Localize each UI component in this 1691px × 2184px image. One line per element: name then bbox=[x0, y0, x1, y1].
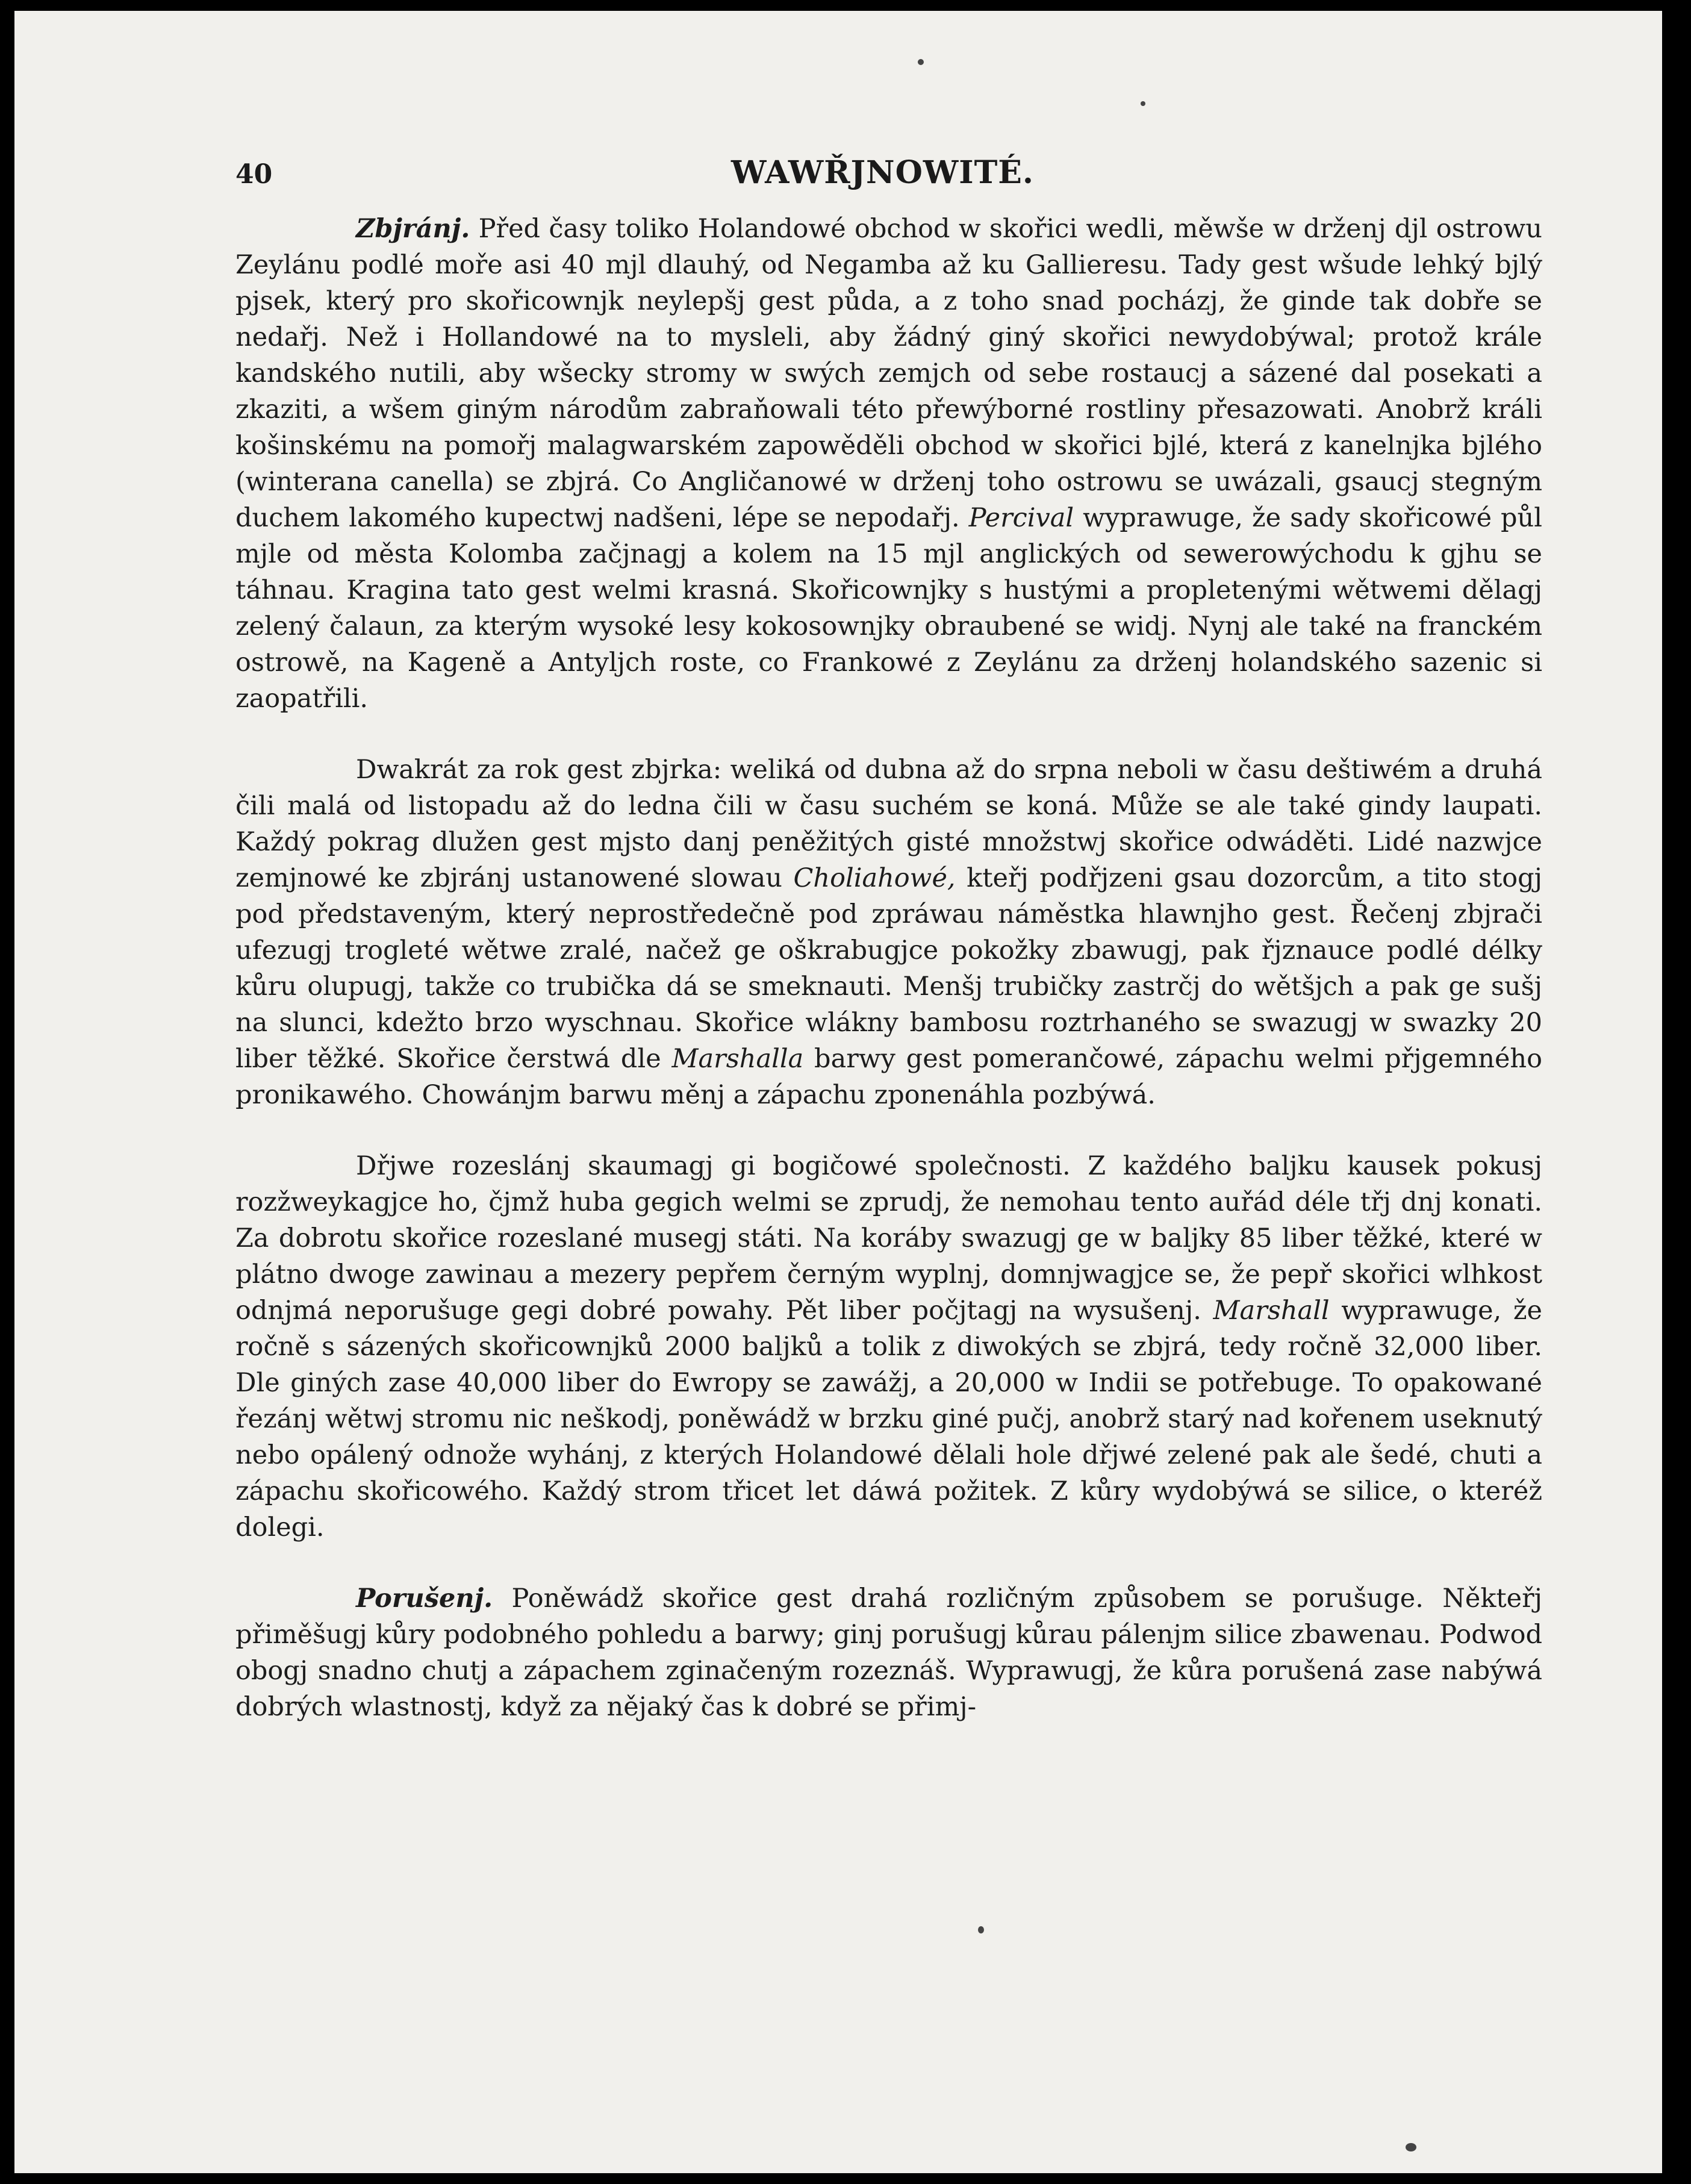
italic-name: Marshall bbox=[1213, 1296, 1330, 1326]
paragraph-twice-a-year bbox=[235, 752, 1542, 1113]
italic-name: Marshalla bbox=[671, 1044, 804, 1074]
paragraph-text: wyprawuge, že ročně s sázených skořicownjků 2000 baljků a tolik z diwokých se zbjrá, tedy ročně 32,000 liber. Dle giných zase 40,000 liber do Ewropy se zawážj, a 20,000 w Indii se potřebuge. To opakowané řezánj wětwj stromu nic neškodj, poněwádž w brzku giné pučj, anobrž starý nad kořenem useknutý nebo opálený odnože wyhánj, z kterých Holandowé dělali hole dřjwé zelené pak ale šedé, chuti a zápachu skořicowého. Každý strom třicet let dáwá požitek. Z kůry wydobýwá se silice, o kteréž dolegi. bbox=[235, 1296, 1542, 1543]
body-text bbox=[235, 211, 1542, 1760]
paragraph-text: Dwakrát za rok gest zbjrka: weliká od dubna až do srpna neboli w času deštiwém a druhá čili malá od listopadu až do ledna čili w času suchém se koná. Může se ale také gindy laupati. Každý pokrag dlužen gest mjsto danj peněžitých gisté množstwj skořice odwáděti. Lidé nazwjce zemjnowé ke zbjránj ustanowené slowau bbox=[235, 755, 1542, 893]
paragraph-lead: Porušenj. bbox=[356, 1583, 493, 1614]
paragraph-adulteration bbox=[235, 1580, 1542, 1725]
ink-speck bbox=[918, 59, 924, 65]
paragraph-lead: Zbjránj. bbox=[356, 214, 470, 244]
ink-speck bbox=[1406, 2143, 1416, 2151]
italic-name: Percival bbox=[968, 503, 1074, 533]
book-page bbox=[14, 11, 1662, 2173]
paragraph-dispatch bbox=[235, 1148, 1542, 1546]
page-number: 40 bbox=[235, 159, 273, 190]
ink-speck bbox=[1141, 101, 1145, 106]
italic-name: Choliahowé, bbox=[793, 863, 956, 893]
paragraph-text: Dřjwe rozeslánj skaumagj gi bogičowé společnosti. Z každého baljku kausek pokusj rozžweykagjce ho, čjmž huba gegich welmi se zprudj, že nemohau tento auřád déle třj dnj konati. Za dobrotu skořice rozeslané musegj státi. Na koráby swazugj ge w baljky 85 liber těžké, které w plátno dwoge zawinau a mezery pepřem černým wyplnj, domnjwagjce se, že pepř skořici wlhkost odnjmá neporušuge gegi dobré powahy. Pět liber počjtagj na wysušenj. bbox=[235, 1151, 1542, 1326]
running-head: WAWŘJNOWITÉ. bbox=[731, 154, 1035, 191]
paragraph-text: kteřj podřjzeni gsau dozorcům, a tito stogj pod představeným, který neprostředečně pod zpráwau náměstka hlawnjho gest. Řečenj zbjrači ufezugj trogleté wětwe zralé, načež ge oškrabugjce pokožky zbawugj, pak řjznauce podlé délky kůru olupugj, takže co trubička dá se smeknauti. Menšj trubičky zastrčj do wětšjch a pak ge sušj na slunci, kdežto brzo wyschnau. Skořice wlákny bambosu roztrhaného se swazugj w swazky 20 liber těžké. Skořice čerstwá dle bbox=[235, 863, 1542, 1074]
paragraph-harvest bbox=[235, 211, 1542, 717]
paragraph-text: Před časy toliko Holandowé obchod w skořici wedli, měwše w drženj djl ostrowu Zeylánu podlé moře asi 40 mjl dlauhý, od Negamba až ku Gallieresu. Tady gest wšude lehký bjlý pjsek, který pro skořicownjk neylepšj gest půda, a z toho snad pocházj, že ginde tak dobře se nedařj. Než i Hollandowé na to mysleli, aby žádný giný skořici newydobýwal; protož krále kandského nutili, aby wšecky stromy w swých zemjch od sebe rostaucj a sázené dal posekati a zkaziti, a wšem giným národům zabraňowali této přewýborné rostliny přesazowati. Anobrž králi košinskému na pomořj malagwarském zapowěděli obchod w skořici bjlé, která z kanelnjka bjlého (winterana canella) se zbjrá. Co Angličanowé w drženj toho ostrowu se uwázali, gsaucj stegným duchem lakomého kupectwj nadšeni, lépe se nepodařj. bbox=[235, 214, 1542, 533]
ink-speck bbox=[978, 1926, 984, 1933]
paragraph-text: barwy gest pomerančowé, zápachu welmi přjgemného pronikawého. Chowánjm barwu měnj a zápachu zponenáhla pozbýwá. bbox=[235, 1044, 1542, 1110]
paragraph-text: wyprawuge, že sady skořicowé půl mjle od města Kolomba začjnagj a kolem na 15 mjl anglických od sewerowýchodu k gjhu se táhnau. Kragina tato gest welmi krasná. Skořicownjky s hustými a propletenými wětwemi dělagj zelený čalaun, za kterým wysoké lesy kokosownjky obraubené se widj. Nynj ale také na franckém ostrowě, na Kageně a Antyljch roste, co Frankowé z Zeylánu za drženj holandského sazenic si zaopatřili. bbox=[235, 503, 1542, 714]
paragraph-text: Poněwádž skořice gest drahá rozličným způsobem se porušuge. Někteřj přiměšugj kůry podobného pohledu a barwy; ginj porušugj kůrau pálenjm silice zbawenau. Podwod obogj snadno chutj a zápachem zginačeným rozeznáš. Wyprawugj, že kůra porušená zase nabýwá dobrých wlastnostj, když za nějaký čas k dobré se přimj- bbox=[235, 1583, 1542, 1722]
